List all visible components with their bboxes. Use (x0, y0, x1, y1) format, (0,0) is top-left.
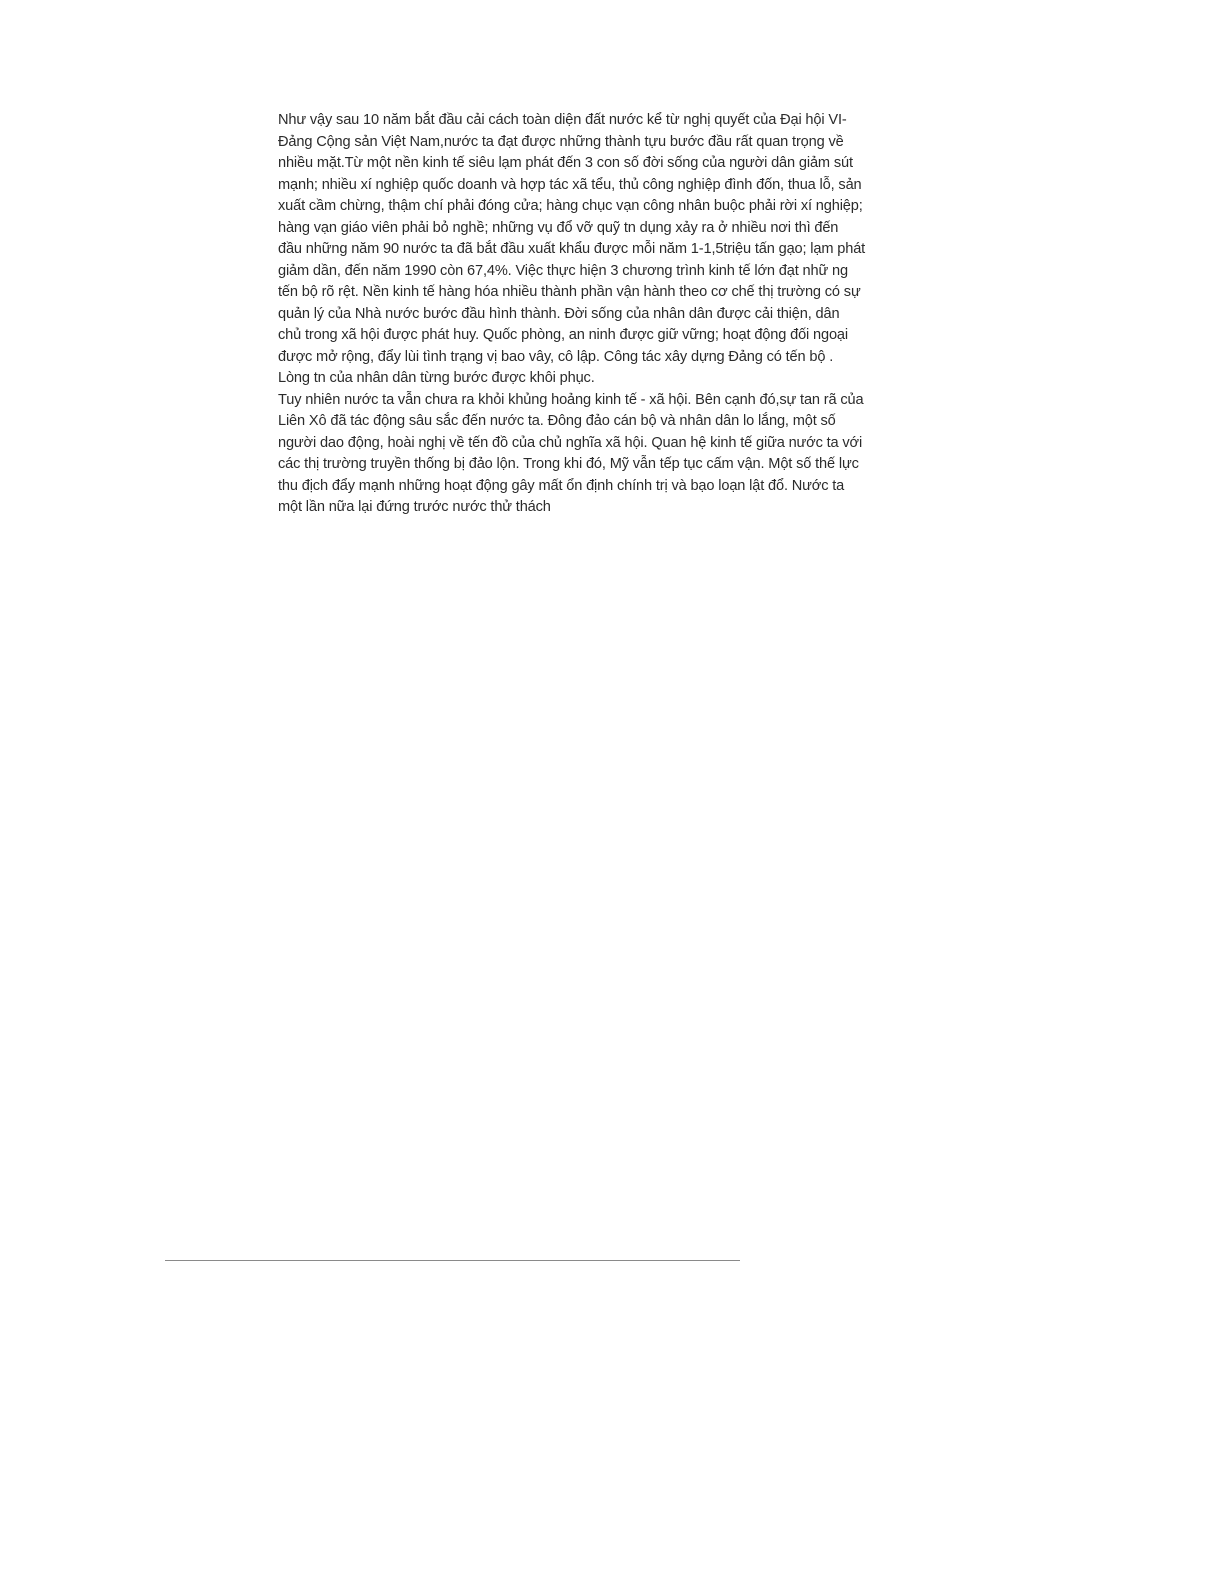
footnote-separator (165, 1260, 740, 1261)
body-text (278, 110, 866, 519)
paragraph-2: Tuy nhiên nước ta vẫn chưa ra khỏi khủng hoảng kinh tế - xã hội. Bên cạnh đó,sự tan rã của Liên Xô đã tác động sâu sắc đến nước ta. Đông đảo cán bộ và nhân dân lo lắng, một số người dao động, hoài nghị về tến đồ của chủ nghĩa xã hội. Quan hệ kinh tế giữa nước ta với các thị trường truyền thống bị đảo lộn. Trong khi đó, Mỹ vẫn tếp tục cấm vận. Một số thế lực thu địch đẩy mạnh những hoạt động gây mất ổn định chính trị và bạo loạn lật đổ. Nước ta một lần nữa lại đứng trước nước thử thách (278, 391, 864, 515)
paragraph-1: Như vậy sau 10 năm bắt đầu cải cách toàn diện đất nước kể từ nghị quyết của Đại hội VI-Đảng Cộng sản Việt Nam,nước ta đạt được những thành tựu bước đầu rất quan trọng về nhiều mặt.Từ một nền kinh tế siêu lạm phát đến 3 con số đời sống của người dân giảm sút mạnh; nhiều xí nghiệp quốc doanh và hợp tác xã tểu, thủ công nghiệp đình đốn, thua lỗ, sản xuất cầm chừng, thậm chí phải đóng cửa; hàng chục vạn công nhân buộc phải rời xí nghiệp; hàng vạn giáo viên phải bỏ nghề; những vụ đổ vỡ quỹ tn dụng xảy ra ở nhiều nơi thì đến đầu những năm 90 nước ta đã bắt đầu xuất khẩu được mỗi năm 1-1,5triệu tấn gạo; lạm phát giảm dần, đến năm 1990 còn 67,4%. Việc thực hiện 3 chương trình kinh tế lớn đạt nhữ ng tến bộ rõ rệt. Nền kinh tế hàng hóa nhiều thành phần vận hành theo cơ chế thị trường có sự quản lý của Nhà nước bước đầu hình thành. Đời sống của nhân dân được cải thiện, dân chủ trong xã hội được phát huy. Quốc phòng, an ninh được giữ vững; hoạt động đối ngoại được mở rộng, đẩy lùi tình trạng vị bao vây, cô lập. Công tác xây dựng Đảng có tến bộ . Lòng tn của nhân dân từng bước được khôi phục. (278, 112, 866, 386)
